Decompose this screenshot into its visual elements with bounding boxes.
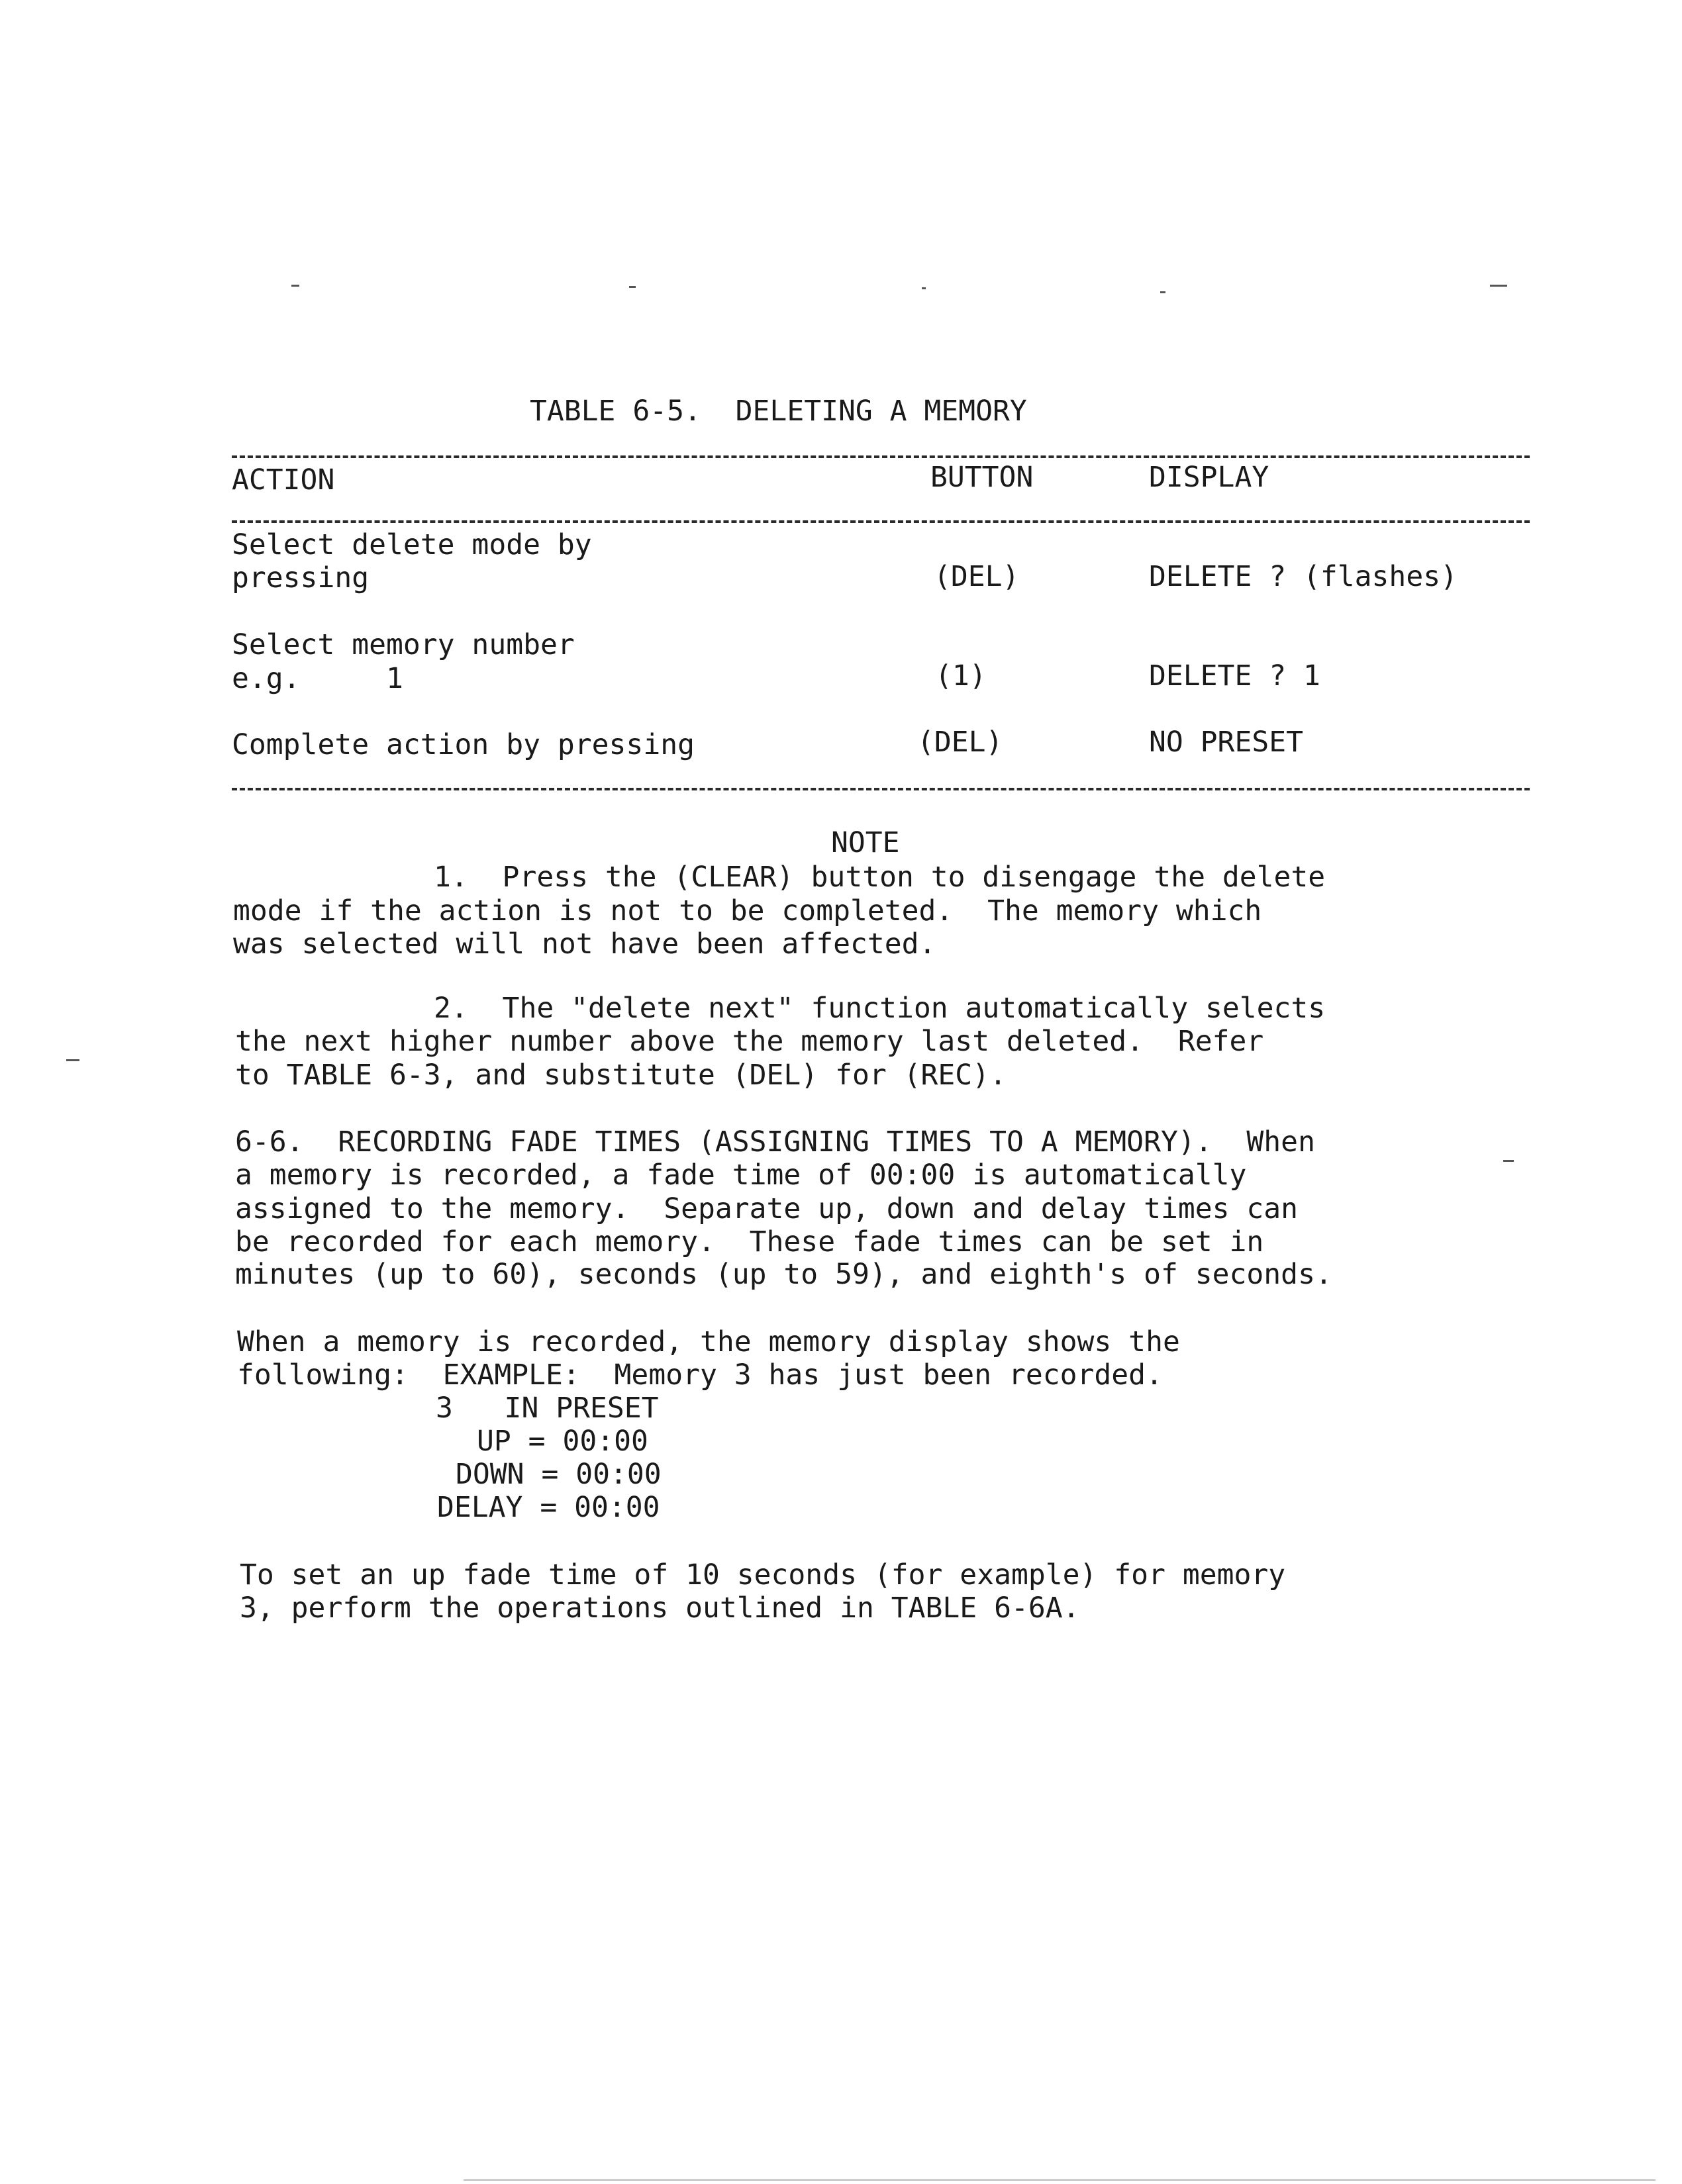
example-up-line: UP = 00:00 (477, 1425, 648, 1458)
row3-display: NO PRESET (1149, 726, 1303, 759)
row1-display: DELETE ? (flashes) (1149, 560, 1458, 593)
section-para3-line2: 3, perform the operations outlined in TABLE 6-6A. (240, 1591, 1080, 1625)
header-rule (232, 520, 1530, 523)
scan-speck (629, 286, 636, 288)
section-para2-line1: When a memory is recorded, the memory display shows the (237, 1325, 1180, 1358)
note2-line2: the next higher number above the memory last deleted. Refer (235, 1025, 1264, 1058)
note1-line1: 1. Press the (CLEAR) button to disengage the delete (434, 861, 1326, 894)
header-action: ACTION (232, 463, 335, 497)
table-title: TABLE 6-5. DELETING A MEMORY (530, 395, 1027, 428)
header-button: BUTTON (930, 461, 1034, 494)
row2-button: (1) (935, 659, 987, 692)
scan-speck (291, 285, 299, 287)
row2-action-line1: Select memory number (232, 628, 575, 661)
header-display: DISPLAY (1149, 461, 1269, 494)
note1-line3: was selected will not have been affected. (233, 927, 936, 961)
section-para1-line3: assigned to the memory. Separate up, down and delay times can (235, 1192, 1299, 1225)
scan-speck (1160, 291, 1165, 293)
row1-action-line1: Select delete mode by (232, 528, 592, 561)
section-para1-line5: minutes (up to 60), seconds (up to 59), and eighth's of seconds. (235, 1258, 1332, 1291)
table-top-rule (232, 455, 1530, 458)
section-para2-line2: following: EXAMPLE: Memory 3 has just been recorded. (237, 1358, 1163, 1392)
scan-speck (1490, 285, 1507, 287)
note2-line3: to TABLE 6-3, and substitute (DEL) for (REC). (235, 1059, 1007, 1092)
example-delay-line: DELAY = 00:00 (437, 1491, 660, 1524)
row3-button: (DEL) (917, 726, 1003, 759)
scan-speck (922, 287, 926, 289)
table-bottom-rule (232, 788, 1530, 790)
section-para3-line1: To set an up fade time of 10 seconds (for example) for memory (240, 1558, 1286, 1591)
row3-action: Complete action by pressing (232, 728, 695, 761)
note-heading: NOTE (831, 826, 900, 859)
example-down-line: DOWN = 00:00 (456, 1458, 662, 1491)
note2-line1: 2. The "delete next" function automatically selects (434, 992, 1326, 1025)
row2-action-line2: e.g. 1 (232, 662, 403, 695)
row2-display: DELETE ? 1 (1149, 659, 1320, 692)
scan-edge (464, 2179, 1656, 2181)
section-para1-line2: a memory is recorded, a fade time of 00:00 is automatically (235, 1159, 1247, 1192)
row1-action-line2: pressing (232, 561, 370, 594)
scan-speck (66, 1059, 79, 1061)
row1-button: (DEL) (934, 560, 1020, 593)
section-para1-line1: 6-6. RECORDING FADE TIMES (ASSIGNING TIMES TO A MEMORY). When (235, 1125, 1315, 1159)
example-preset-line: 3 IN PRESET (436, 1392, 659, 1425)
scan-speck (1503, 1160, 1514, 1162)
note1-line2: mode if the action is not to be completed. The memory which (233, 894, 1262, 927)
section-para1-line4: be recorded for each memory. These fade times can be set in (235, 1225, 1264, 1258)
